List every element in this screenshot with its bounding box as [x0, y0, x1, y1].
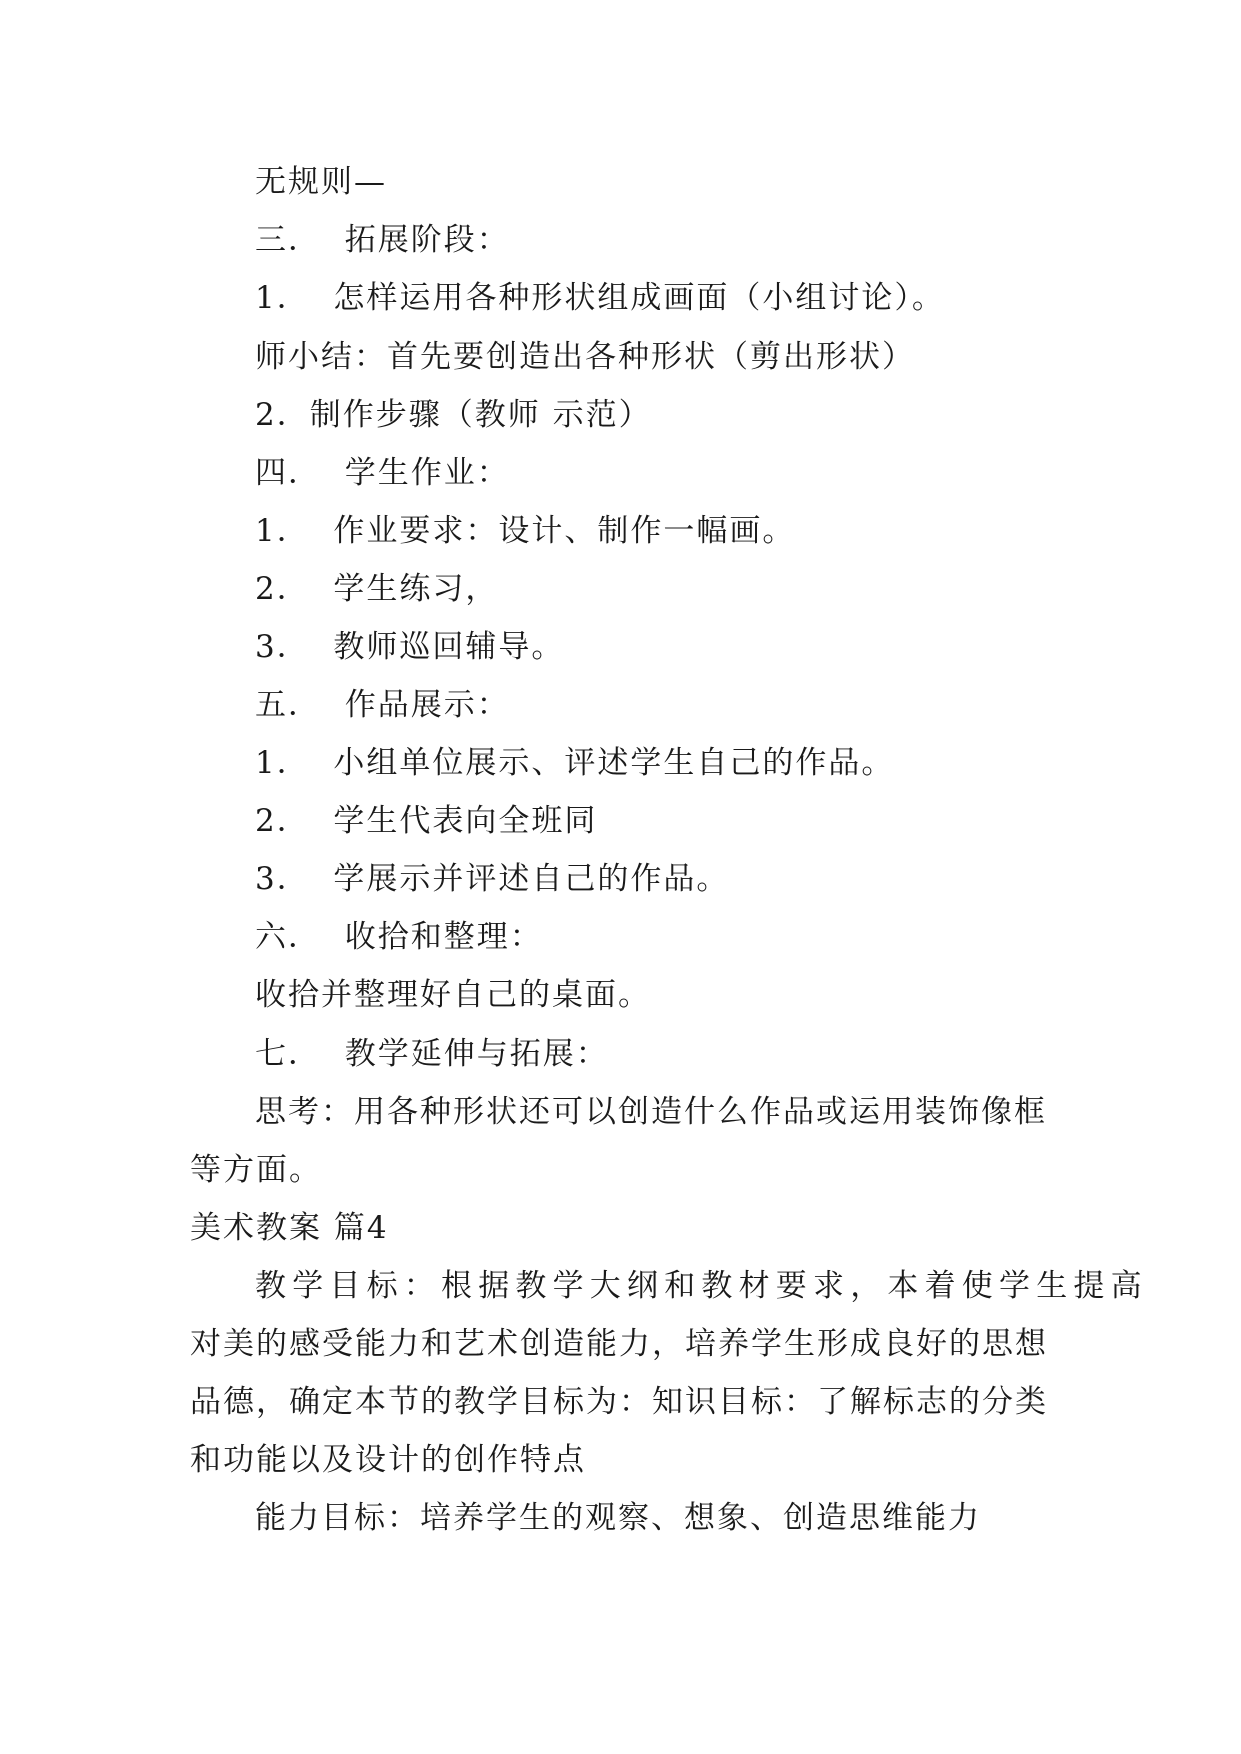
article-title: 美术教案 篇4: [190, 1210, 389, 1246]
paragraph-line: 对美的感受能力和艺术创造能力，培养学生形成良好的思想: [190, 1326, 1048, 1362]
paragraph-line: 等方面。: [190, 1152, 322, 1188]
paragraph-line: 品德，确定本节的教学目标为：知识目标：了解标志的分类: [190, 1384, 1048, 1420]
section-heading: 五． 作品展示：: [255, 687, 510, 723]
list-item: 2． 学生代表向全班同: [255, 803, 598, 839]
list-item: 3． 教师巡回辅导。: [255, 629, 565, 665]
section-heading: 四． 学生作业：: [255, 455, 510, 491]
section-heading: 六． 收拾和整理：: [255, 919, 543, 955]
list-item: 2．制作步骤（教师 示范）: [255, 397, 652, 433]
text-line: 无规则—: [255, 164, 387, 200]
list-item: 1． 怎样运用各种形状组成画面（小组讨论）。: [255, 280, 945, 316]
text-line: 师小结：首先要创造出各种形状（剪出形状）: [255, 339, 915, 375]
paragraph-line: 教学目标：根据教学大纲和教材要求，本着使学生提高: [255, 1268, 1148, 1304]
text-line: 收拾并整理好自己的桌面。: [255, 977, 651, 1013]
list-item: 1． 小组单位展示、评述学生自己的作品。: [255, 745, 895, 781]
section-heading: 三． 拓展阶段：: [255, 222, 510, 258]
list-item: 1． 作业要求：设计、制作一幅画。: [255, 513, 796, 549]
paragraph-line: 思考：用各种形状还可以创造什么作品或运用装饰像框: [255, 1094, 1047, 1130]
paragraph-line: 和功能以及设计的创作特点: [190, 1442, 586, 1478]
list-item: 3． 学展示并评述自己的作品。: [255, 861, 730, 897]
section-heading: 七． 教学延伸与拓展：: [255, 1036, 609, 1072]
paragraph-line: 能力目标：培养学生的观察、想象、创造思维能力: [255, 1500, 981, 1536]
list-item: 2． 学生练习，: [255, 571, 499, 607]
